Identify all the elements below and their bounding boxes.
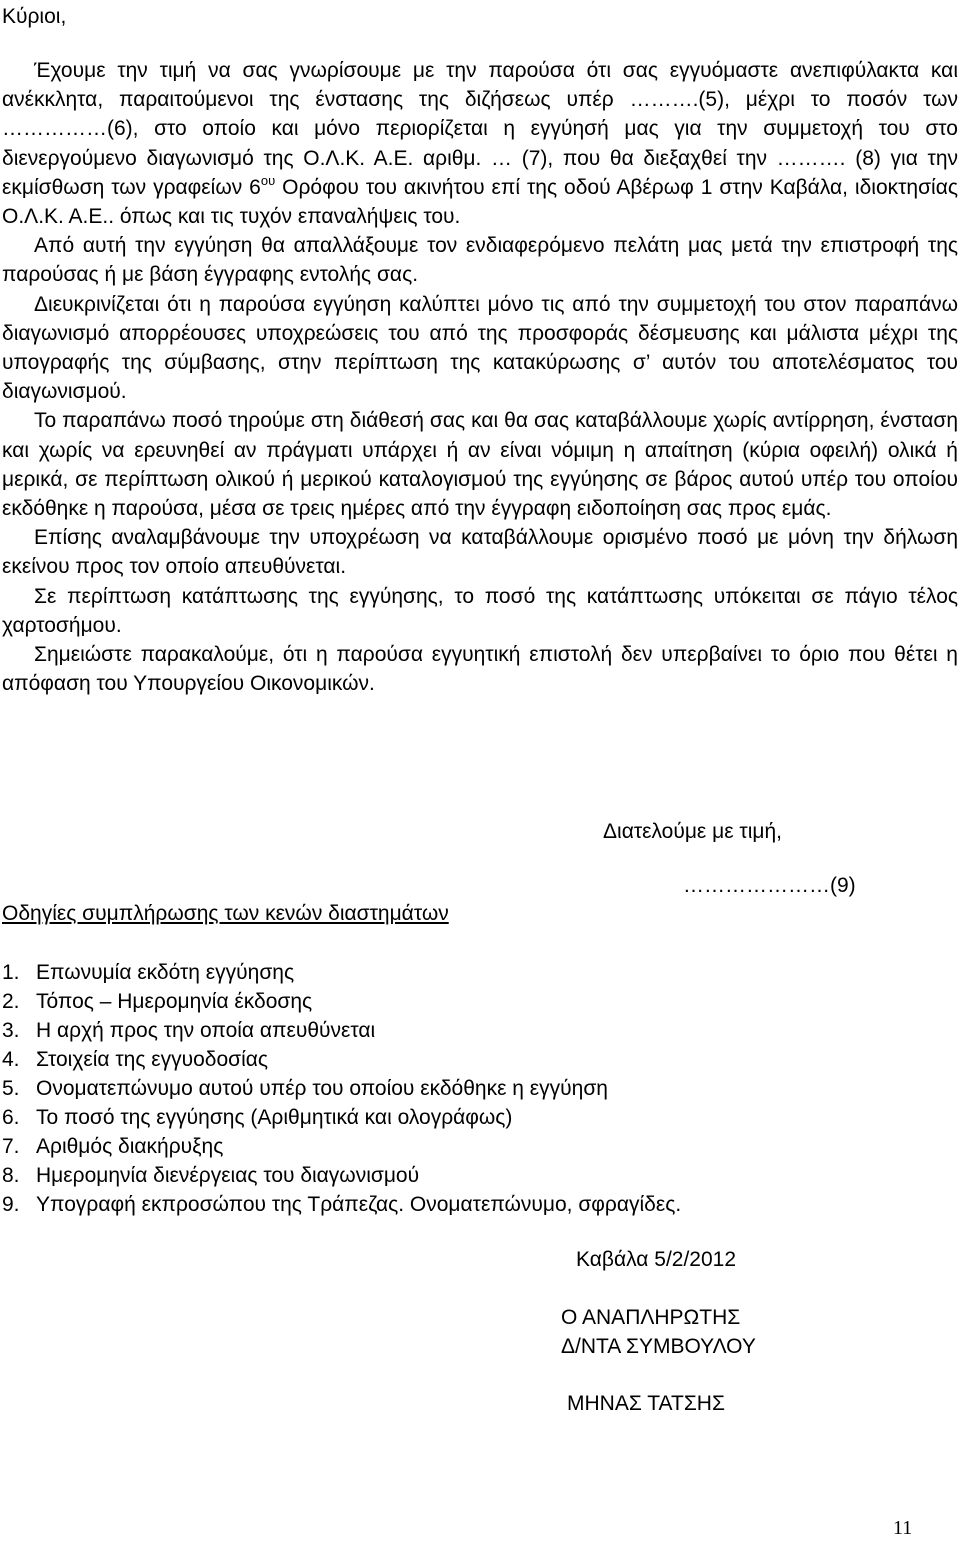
list-item-text: Αριθμός διακήρυξης bbox=[36, 1135, 224, 1158]
list-item-number: 6. bbox=[2, 1106, 20, 1129]
instructions-title: Οδηγίες συμπλήρωσης των κενών διαστημάτων bbox=[2, 902, 449, 925]
list-item-number: 1. bbox=[2, 961, 20, 984]
signer-title bbox=[561, 1303, 756, 1361]
instructions-list bbox=[2, 958, 681, 1219]
list-item-text: Η αρχή προς την οποία απευθύνεται bbox=[36, 1019, 376, 1042]
list-item-text: Ημερομηνία διενέργειας του διαγωνισμού bbox=[36, 1164, 420, 1187]
paragraph-guarantee-terms-part2: Ορόφου του ακινήτου επί της οδού Αβέρωφ 1 στην Καβάλα, ιδιοκτησίας Ο.Λ.Κ. Α.Ε.. όπως και τις τυχόν επαναλήψεις του. bbox=[2, 175, 958, 229]
list-item-number: 8. bbox=[2, 1164, 20, 1187]
list-item-text: Το ποσό της εγγύησης (Αριθμητικά και ολογράφως) bbox=[36, 1106, 513, 1129]
signer-title-line2: Δ/ΝΤΑ ΣΥΜΒΟΥΛΟΥ bbox=[561, 1335, 756, 1358]
list-item-text: Επωνυμία εκδότη εγγύησης bbox=[36, 961, 295, 984]
place-and-date: Καβάλα 5/2/2012 bbox=[576, 1248, 737, 1271]
list-item bbox=[2, 1103, 681, 1132]
list-item bbox=[2, 1074, 681, 1103]
list-item-number: 4. bbox=[2, 1048, 20, 1071]
signer-name: ΜΗΝΑΣ ΤΑΤΣΗΣ bbox=[567, 1392, 725, 1415]
paragraph-guarantee-terms-part1: Έχουμε την τιμή να σας γνωρίσουμε με την παρούσα ότι σας εγγυόμαστε ανεπιφύλακτα και ανέκκλητα, παραιτούμενοι της ένστασης της διζήσεως υπέρ ……….(5), μέχρι το ποσόν των ……………(6), στο οποίο και μόνο περιορίζεται η εγγύησή μας για την συμμετοχή του στο διενεργούμενο διαγωνισμό της Ο.Λ.Κ. Α.Ε. αριθμ. … (7), που θα διεξαχθεί την ………. (8) για την εκμίσθωση των γραφείων 6 bbox=[2, 59, 958, 199]
list-item-text: Υπογραφή εκπροσώπου της Τράπεζας. Ονοματεπώνυμο, σφραγίδες. bbox=[36, 1193, 682, 1216]
floor-ordinal-superscript: ου bbox=[260, 172, 276, 188]
list-item-number: 3. bbox=[2, 1019, 20, 1042]
list-item bbox=[2, 958, 681, 987]
list-item bbox=[2, 1190, 681, 1219]
list-item bbox=[2, 987, 681, 1016]
paragraph-obligation: Επίσης αναλαμβάνουμε την υποχρέωση να καταβάλλουμε ορισμένο ποσό με μόνη την δήλωση εκείνου προς τον οποίο απευθύνεται. bbox=[2, 526, 958, 579]
list-item-number: 7. bbox=[2, 1135, 20, 1158]
list-item-text: Τόπος – Ημερομηνία έκδοσης bbox=[36, 990, 313, 1013]
signature-placeholder: …………………(9) bbox=[683, 874, 856, 897]
letter-body bbox=[2, 56, 958, 698]
closing-salutation: Διατελούμε με τιμή, bbox=[603, 820, 783, 843]
paragraph-payment: Το παραπάνω ποσό τηρούμε στη διάθεσή σας και θα σας καταβάλλουμε χωρίς αντίρρηση, ένσταση και χωρίς να ερευνηθεί αν πράγματι υπάρχει ή αν είναι νόμιμη η απαίτηση (κύρια οφειλή) ολικά ή μερικά, σε περίπτωση ολικού ή μερικού καταλογισμού της εγγύησης σε βάρος αυτού υπέρ του οποίου εκδόθηκε η παρούσα, μέσα σε τρεις ημέρες από την έγγραφη ειδοποίηση σας προς εμάς. bbox=[2, 409, 958, 521]
salutation: Κύριοι, bbox=[2, 5, 67, 28]
signer-title-line1: Ο ΑΝΑΠΛΗΡΩΤΗΣ bbox=[561, 1306, 741, 1329]
page-number: 11 bbox=[893, 1517, 913, 1539]
list-item-text: Ονοματεπώνυμο αυτού υπέρ του οποίου εκδόθηκε η εγγύηση bbox=[36, 1077, 608, 1100]
list-item bbox=[2, 1161, 681, 1190]
list-item bbox=[2, 1132, 681, 1161]
paragraph-forfeiture: Σε περίπτωση κατάπτωσης της εγγύησης, το ποσό της κατάπτωσης υπόκειται σε πάγιο τέλος χαρτοσήμου. bbox=[2, 584, 958, 637]
paragraph-guarantee-terms bbox=[2, 56, 958, 231]
list-item-text: Στοιχεία της εγγυοδοσίας bbox=[36, 1048, 269, 1071]
list-item bbox=[2, 1045, 681, 1074]
list-item-number: 2. bbox=[2, 990, 20, 1013]
paragraph-coverage: Διευκρινίζεται ότι η παρούσα εγγύηση καλύπτει μόνο τις από την συμμετοχή του στον παραπάνω διαγωνισμό απορρέουσες υποχρεώσεις του από της προσφοράς δέσμευσης και μάλιστα μέχρι της υπογραφής της σύμβασης, στην περίπτωση της κατακύρωσης σ’ αυτόν του αποτελέσματος του διαγωνισμού. bbox=[2, 292, 958, 404]
list-item-number: 5. bbox=[2, 1077, 20, 1100]
list-item-number: 9. bbox=[2, 1193, 20, 1216]
paragraph-limit: Σημειώστε παρακαλούμε, ότι η παρούσα εγγυητική επιστολή δεν υπερβαίνει το όριο που θέτει η απόφαση του Υπουργείου Οικονομικών. bbox=[2, 643, 958, 696]
paragraph-release: Από αυτή την εγγύηση θα απαλλάξουμε τον ενδιαφερόμενο πελάτη μας μετά την επιστροφή της παρούσας ή με βάση έγγραφης εντολής σας. bbox=[2, 234, 958, 287]
list-item bbox=[2, 1016, 681, 1045]
